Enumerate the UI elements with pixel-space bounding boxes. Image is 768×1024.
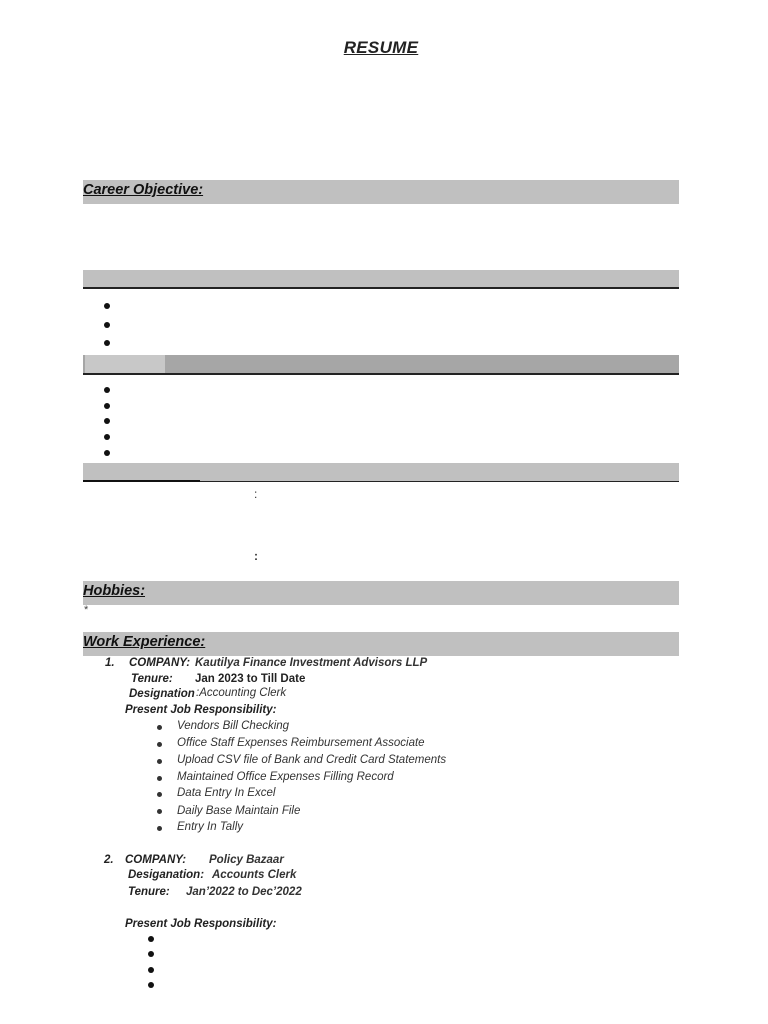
career-objective-heading: Career Objective: [83, 182, 204, 198]
responsibility-item: Office Staff Expenses Reimbursement Associate [177, 737, 425, 749]
tenure-label: Tenure: [128, 886, 170, 898]
section-rule-2 [83, 373, 679, 375]
bullet [157, 725, 162, 730]
company-name: Policy Bazaar [209, 854, 284, 866]
section-bar-unlabeled-1 [83, 270, 679, 287]
section-bar-tab [85, 355, 165, 373]
bullet [104, 322, 110, 328]
bullet [157, 826, 162, 831]
bullet [104, 434, 110, 440]
responsibility-item: Vendors Bill Checking [177, 720, 290, 732]
tenure-label: Tenure: [131, 673, 173, 685]
company-label: COMPANY: [125, 854, 187, 866]
tenure-value: Jan 2023 to Till Date [195, 673, 306, 685]
work-experience-heading: Work Experience: [83, 634, 206, 650]
bullet [104, 303, 110, 309]
designation-label: Designation [129, 688, 195, 700]
bullet [148, 936, 154, 942]
designation-label: Desiganation: [128, 869, 205, 881]
hobbies-heading: Hobbies: [83, 583, 146, 599]
section-underline [83, 480, 200, 482]
bullet [104, 418, 110, 424]
bullet [157, 759, 162, 764]
tenure-value: Jan’2022 to Dec’2022 [186, 886, 302, 898]
resume-title: RESUME [343, 38, 419, 57]
bullet [148, 982, 154, 988]
bullet [148, 951, 154, 957]
designation-value: Accounts Clerk [212, 869, 297, 881]
career-objective-section-bar [83, 180, 679, 204]
bullet [157, 742, 162, 747]
company-label: COMPANY: [129, 657, 191, 669]
section-bar-unlabeled-3 [83, 463, 679, 481]
bullet [148, 967, 154, 973]
section-bar-unlabeled-2 [83, 355, 679, 373]
company-name: Kautilya Finance Investment Advisors LLP [195, 657, 428, 669]
job-number: 2. [104, 854, 114, 866]
job-number: 1. [105, 657, 115, 669]
bullet [104, 340, 110, 346]
bullet [104, 387, 110, 393]
responsibility-item: Maintained Office Expenses Filling Record [177, 771, 394, 783]
designation-value: :Accounting Clerk [196, 687, 287, 699]
responsibility-item: Data Entry In Excel [177, 787, 276, 799]
hobbies-section-bar [83, 581, 679, 605]
responsibility-item: Entry In Tally [177, 821, 244, 833]
responsibility-item: Upload CSV file of Bank and Credit Card Statements [177, 754, 447, 766]
hobbies-item: * [84, 604, 89, 616]
colon-separator: : [254, 549, 258, 563]
bullet [157, 792, 162, 797]
responsibility-label: Present Job Responsibility: [125, 704, 277, 716]
responsibility-item: Daily Base Maintain File [177, 805, 301, 817]
section-rule-1 [83, 287, 679, 289]
bullet [104, 403, 110, 409]
work-experience-section-bar [83, 632, 679, 656]
responsibility-label: Present Job Responsibility: [125, 918, 277, 930]
bullet [157, 776, 162, 781]
colon-separator: : [254, 487, 258, 501]
bullet [104, 450, 110, 456]
bullet [157, 809, 162, 814]
